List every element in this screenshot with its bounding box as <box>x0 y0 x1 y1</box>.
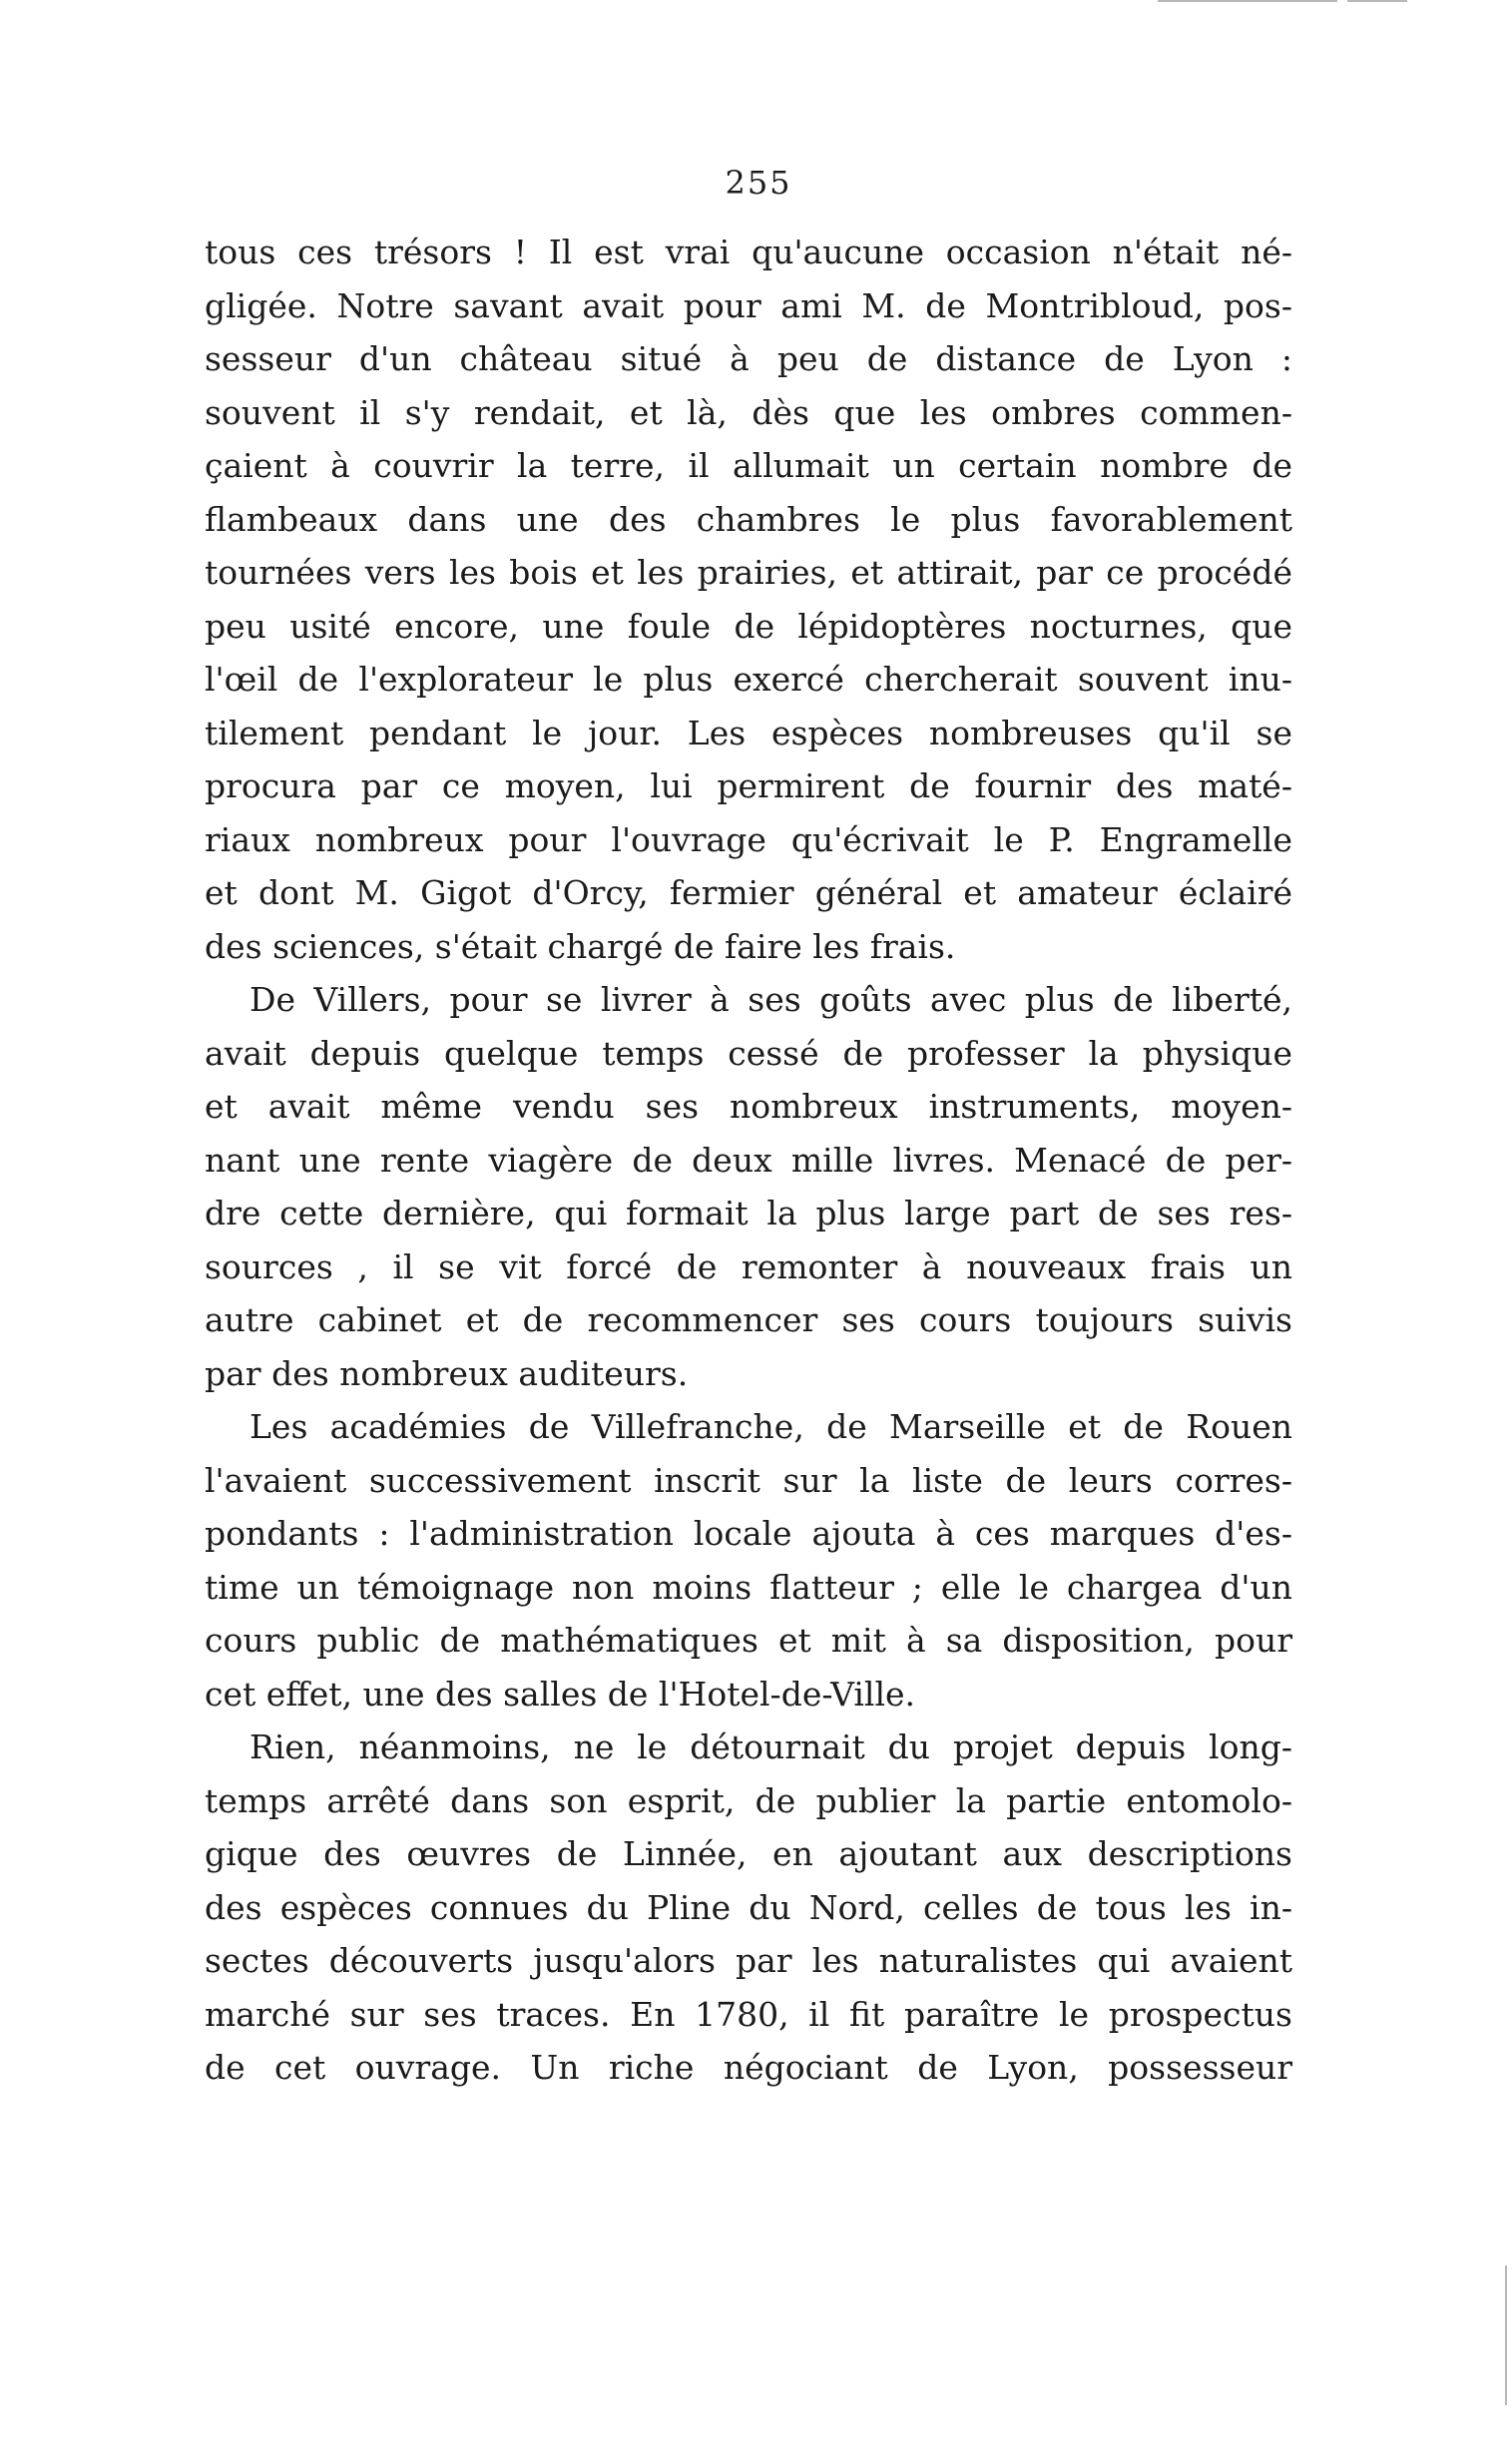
text-line: peu usité encore, une foule de lépidoptères nocturnes, que <box>205 606 1292 646</box>
text-line: Rien, néanmoins, ne le détournait du projet depuis long- <box>250 1727 1292 1766</box>
text-line: et avait même vendu ses nombreux instruments, moyen- <box>205 1087 1292 1126</box>
text-line: time un témoignage non moins flatteur ; elle le chargea d'un <box>205 1567 1292 1607</box>
text-line: pondants : l'administration locale ajouta à ces marques d'es- <box>205 1514 1292 1553</box>
page-number: 255 <box>725 164 792 202</box>
text-line: souvent il s'y rendait, et là, dès que les ombres commen- <box>205 392 1292 432</box>
text-line: l'œil de l'explorateur le plus exercé chercherait souvent inu- <box>205 660 1292 699</box>
text-line: cours public de mathématiques et mit à sa disposition, pour <box>205 1621 1292 1660</box>
text-line: temps arrêté dans son esprit, de publier la partie entomolo- <box>205 1780 1292 1820</box>
text-line: marché sur ses traces. En 1780, il fit paraître le prospectus <box>205 1994 1292 2034</box>
text-line: De Villers, pour se livrer à ses goûts avec plus de liberté, <box>250 980 1292 1019</box>
text-line: tous ces trésors ! Il est vrai qu'aucune occasion n'était né- <box>205 233 1292 271</box>
text-line: tilement pendant le jour. Les espèces nombreuses qu'il se <box>205 713 1292 752</box>
text-line: avait depuis quelque temps cessé de professer la physique <box>205 1033 1292 1073</box>
text-line: Les académies de Villefranche, de Marseille et de Rouen <box>250 1407 1292 1446</box>
text-line: tournées vers les bois et les prairies, et attirait, par ce procédé <box>205 553 1292 592</box>
text-line: çaient à couvrir la terre, il allumait un certain nombre de <box>205 446 1292 485</box>
text-line: par des nombreux auditeurs. <box>205 1353 689 1393</box>
text-line: l'avaient successivement inscrit sur la liste de leurs corres- <box>205 1460 1292 1500</box>
text-line: gique des œuvres de Linnée, en ajoutant aux descriptions <box>205 1834 1292 1873</box>
text-line: gligée. Notre savant avait pour ami M. de Montribloud, pos- <box>205 285 1292 325</box>
text-line: riaux nombreux pour l'ouvrage qu'écrivait le P. Engramelle <box>205 819 1292 859</box>
text-line: et dont M. Gigot d'Orcy, fermier général et amateur éclairé <box>205 873 1292 912</box>
text-line: cet effet, une des salles de l'Hotel-de-Ville. <box>205 1674 916 1714</box>
text-line: sesseur d'un château situé à peu de distance de Lyon : <box>205 339 1292 378</box>
text-line: sources , il se vit forcé de remonter à nouveaux frais un <box>205 1246 1292 1286</box>
scan-edge-mark <box>1505 2265 1507 2405</box>
scan-edge-mark <box>1347 0 1407 2</box>
scan-edge-mark <box>1158 0 1337 2</box>
text-line: des sciences, s'était chargé de faire les frais. <box>205 926 956 966</box>
text-line: dre cette dernière, qui formait la plus large part de ses res- <box>205 1194 1292 1232</box>
text-line: procura par ce moyen, lui permirent de fournir des maté- <box>205 766 1292 805</box>
text-line: nant une rente viagère de deux mille livres. Menacé de per- <box>205 1140 1292 1180</box>
text-line: des espèces connues du Pline du Nord, celles de tous les in- <box>205 1887 1292 1927</box>
body-text <box>205 226 1292 2095</box>
text-line: autre cabinet et de recommencer ses cours toujours suivis <box>205 1300 1292 1339</box>
text-line: de cet ouvrage. Un riche négociant de Lyon, possesseur <box>205 2048 1292 2087</box>
text-line: sectes découverts jusqu'alors par les naturalistes qui avaient <box>205 1941 1292 1980</box>
text-line: flambeaux dans une des chambres le plus favorablement <box>205 499 1292 539</box>
